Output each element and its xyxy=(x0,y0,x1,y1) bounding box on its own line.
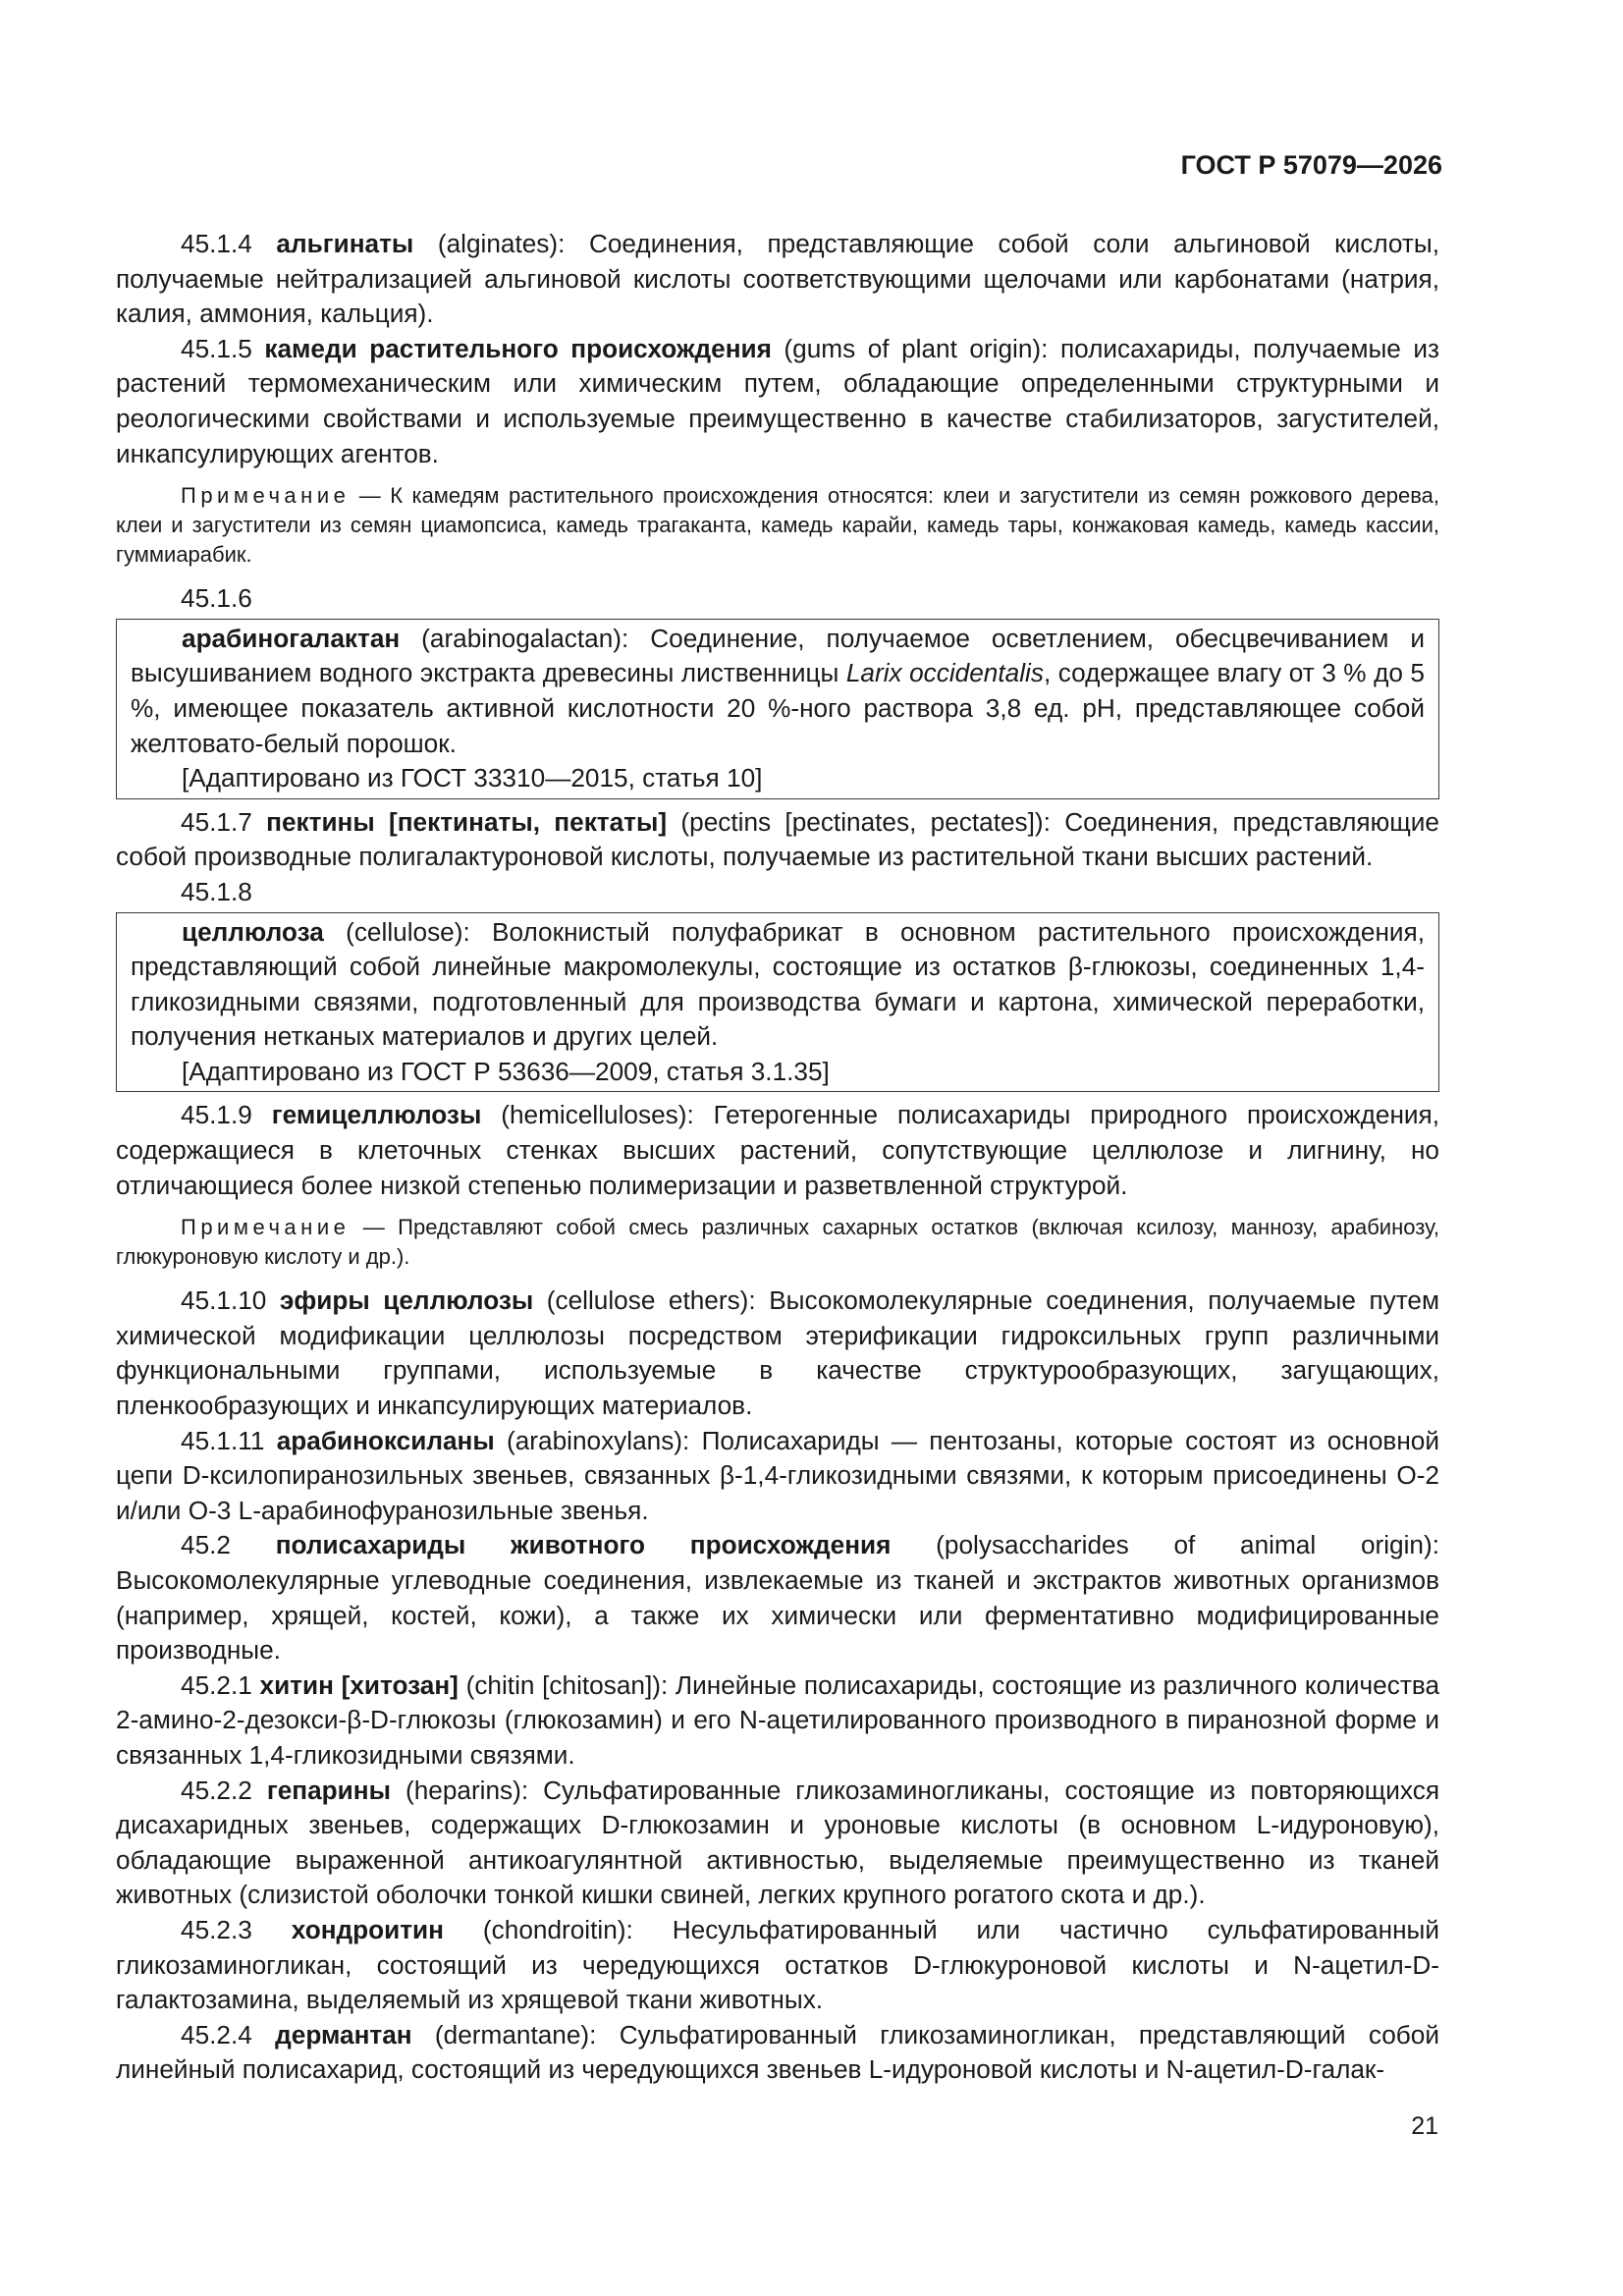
entry-number: 45.1.7 xyxy=(181,806,252,837)
entry-definition: (alginates): Соединения, представляющие собой соли альгиновой кислоты, получаемые нейтрализацией альгиновой кислоты соответствующими щелочами или карбонатами (натрия, калия, аммония, кальция). xyxy=(116,229,1440,329)
entry-term: камеди растительного происхождения xyxy=(264,333,772,363)
entry-45-2-3 xyxy=(116,1913,1439,2018)
note-1 xyxy=(116,481,1439,570)
entry-number: 45.1.9 xyxy=(181,1100,252,1130)
entry-number: 45.2.2 xyxy=(181,1775,252,1805)
entry-number: 45.2.4 xyxy=(181,2019,252,2050)
entry-definition: (arabinoxylans): Полисахариды — пентозаны, которые состоят из основной цепи D-ксилопиранозильных звеньев, связанных β-1,4-гликозидными связями, к которым присоединены O-2 и/или O-3 L-арабинофуранозильные звенья. xyxy=(116,1425,1439,1525)
entry-number-45-1-6: 45.1.6 xyxy=(181,583,252,614)
note-text: Представляют собой смесь различных сахарных остатков (включая ксилозу, маннозу, арабинозу, глюкуроновую кислоту и др.). xyxy=(116,1215,1439,1270)
document-code: ГОСТ Р 57079—2026 xyxy=(1180,150,1442,180)
entry-definition: (cellulose): Волокнистый полуфабрикат в основном растительного происхождения, представляющий собой линейные макромолекулы, состоящие из остатков β-глюкозы, соединенных 1,4-гликозидными связями, подготовленный для производства бумаги и картона, химической переработки, получения нетканых материалов и других целей. xyxy=(131,916,1425,1052)
entry-term: эфиры целлюлозы xyxy=(279,1285,534,1316)
entry-number: 45.2.3 xyxy=(181,1914,252,1944)
entry-definition: (cellulose ethers): Высокомолекулярные соединения, получаемые путем химической модификации целлюлозы посредством этерификации гидроксильных групп различными функциональными группами, используемые в качестве структурообразующих, загущающих, пленкообразующих и инкапсулирующих материалов. xyxy=(116,1285,1439,1421)
note-dash: — xyxy=(350,483,391,509)
entry-number: 45.1.4 xyxy=(181,229,252,258)
entry-term: альгинаты xyxy=(276,229,414,258)
entry-number: 45.1.11 xyxy=(181,1425,265,1455)
entry-45-2-4 xyxy=(116,2018,1439,2088)
note-label: Примечание xyxy=(181,483,351,509)
source-reference: [Адаптировано из ГОСТ 33310—2015, статья 10] xyxy=(182,763,763,793)
page-number: 21 xyxy=(1411,2112,1438,2140)
entry-term: арабиноксиланы xyxy=(276,1425,495,1455)
source-reference: [Адаптировано из ГОСТ Р 53636—2009, статья 3.1.35] xyxy=(182,1056,830,1086)
adapted-term-box-45-1-8 xyxy=(116,912,1439,1093)
entry-definition: (arabinogalactan): Соединение, получаемое осветлением, обесцвечиванием и высушиванием водного экстракта древесины лиственницы xyxy=(131,623,1425,688)
entry-45-1-9 xyxy=(116,1098,1439,1203)
entry-definition: (pectins [pectinates, pectates]): Соединения, представляющие собой производные полигалактуроновой кислоты, получаемые из растительной ткани высших растений. xyxy=(116,806,1439,872)
entry-number: 45.1.10 xyxy=(181,1285,267,1316)
entry-45-1-10 xyxy=(116,1284,1439,1423)
entry-term: целлюлоза xyxy=(182,916,324,947)
note-2 xyxy=(116,1213,1439,1272)
note-dash: — xyxy=(350,1215,399,1240)
entry-term: полисахариды животного происхождения xyxy=(275,1530,892,1560)
entry-definition: (gums of plant origin): полисахариды, получаемые из растений термомеханическим или химическим путем, обладающие определенными структурными и реологическими свойствами и используемые преимущественно в качестве стабилизаторов, загустителей, инкапсулирующих агентов. xyxy=(116,333,1439,468)
note-text: К камедям растительного происхождения относятся: клеи и загустители из семян рожкового дерева, клеи и загустители из семян циамопсиса, камедь трагаканта, камедь карайи, камедь тары, конжаковая камедь, камедь кассии, гуммиарабик. xyxy=(116,483,1440,568)
entry-definition-cont: , содержащее влагу от 3 % до 5 %, имеющее показатель активной кислотности 20 %-ного раствора 3,8 ед. pH, представляющее собой желтовато-белый порошок. xyxy=(131,658,1425,758)
note-label: Примечание xyxy=(181,1215,351,1240)
entry-term: гемицеллюлозы xyxy=(271,1100,482,1130)
entry-45-2 xyxy=(116,1528,1439,1667)
entry-45-1-6 xyxy=(131,622,1425,761)
entry-number: 45.1.5 xyxy=(181,333,252,363)
entry-term: дермантан xyxy=(275,2019,412,2050)
entry-45-1-11 xyxy=(116,1424,1439,1529)
entry-term: гепарины xyxy=(266,1775,391,1805)
entry-term: хондроитин xyxy=(291,1914,444,1944)
entry-number-45-1-8: 45.1.8 xyxy=(181,876,252,906)
entry-45-1-4 xyxy=(116,227,1439,332)
entry-term: хитин [хитозан] xyxy=(259,1669,459,1700)
entry-term: пектины [пектинаты, пектаты] xyxy=(266,806,668,837)
entry-definition: (polysaccharides of animal origin): Высокомолекулярные углеводные соединения, извлекаемые из тканей и экстрактов животных организмов (например, хрящей, костей, кожи), а также их химически или ферментативно модифицированные производные. xyxy=(116,1530,1439,1666)
entry-definition: (chondroitin): Несульфатированный или частично сульфатированный гликозаминогликан, состоящий из чередующихся остатков D-глюкуроновой кислоты и N-ацетил-D-галактозамина, выделяемый из хрящевой ткани животных. xyxy=(116,1914,1439,2015)
entry-45-1-8 xyxy=(131,915,1425,1055)
entry-number: 45.2 xyxy=(181,1530,231,1560)
entry-definition: (hemicelluloses): Гетерогенные полисахариды природного происхождения, содержащиеся в клеточных стенках высших растений, сопутствующие целлюлозе и лигнину, но отличающиеся более низкой степенью полимеризации и разветвленной структурой. xyxy=(116,1100,1439,1200)
entry-45-1-5 xyxy=(116,332,1439,471)
entry-45-2-2 xyxy=(116,1774,1439,1913)
entry-45-1-7 xyxy=(116,805,1439,875)
document-body xyxy=(116,227,1439,2088)
entry-definition: (heparins): Сульфатированные гликозаминогликаны, состоящие из повторяющихся дисахаридных звеньев, содержащих D-глюкозамин и уроновые кислоты (в основном L-идуроновую), обладающие выраженной антикоагулянтной активностью, выделяемые преимущественно из тканей животных (слизистой оболочки тонкой кишки свиней, легких крупного рогатого скота и др.). xyxy=(116,1775,1440,1910)
species-name: Larix occidentalis xyxy=(845,658,1044,688)
entry-number: 45.2.1 xyxy=(181,1669,252,1700)
entry-45-2-1 xyxy=(116,1668,1439,1774)
entry-definition: (dermantane): Сульфатированный гликозаминогликан, представляющий собой линейный полисахарид, состоящий из чередующихся звеньев L-идуроновой кислоты и N-ацетил-D-галак- xyxy=(116,2019,1439,2085)
entry-definition: (chitin [chitosan]): Линейные полисахариды, состоящие из различного количества 2-амино-2-дезокси-β-D-глюкозы (глюкозамин) и его N-ацетилированного производного в пиранозной форме и связанных 1,4-гликозидными связями. xyxy=(116,1669,1440,1770)
adapted-term-box-45-1-6 xyxy=(116,619,1439,799)
entry-term: арабиногалактан xyxy=(182,623,401,653)
